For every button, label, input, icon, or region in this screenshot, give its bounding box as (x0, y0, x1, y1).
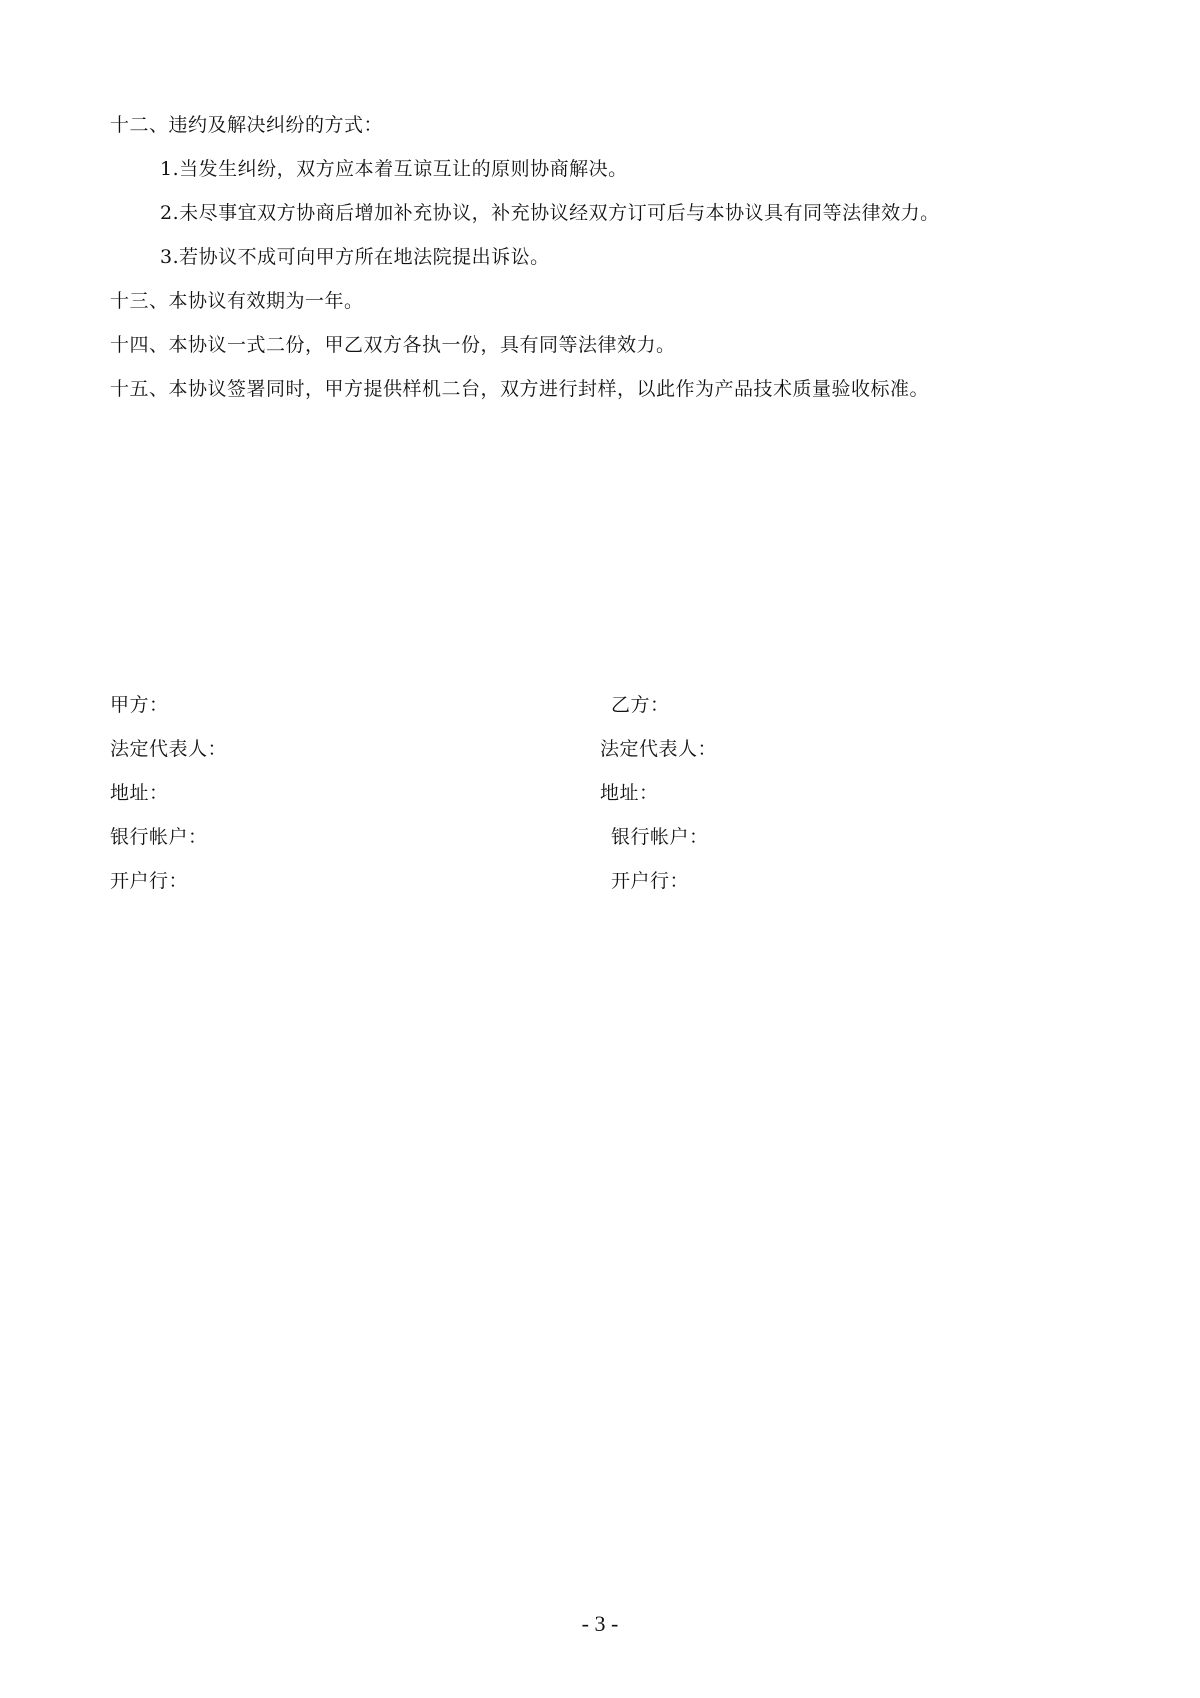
party-a-bank-account-label: 银行帐户： (110, 826, 208, 848)
party-b-bank-label: 开户行： (611, 870, 690, 892)
party-a-label: 甲方： (110, 694, 169, 716)
clause-15: 十五、本协议签署同时，甲方提供样机二台，双方进行封样，以此作为产品技术质量验收标准。 (110, 378, 930, 400)
clause-12-item-1: 1.当发生纠纷，双方应本着互谅互让的原则协商解决。 (160, 158, 628, 180)
party-a-legal-rep-label: 法定代表人： (110, 738, 228, 760)
clause-14: 十四、本协议一式二份，甲乙双方各执一份，具有同等法律效力。 (110, 334, 676, 356)
party-a-address-label: 地址： (110, 782, 169, 804)
clause-12-item-2: 2.未尽事宜双方协商后增加补充协议，补充协议经双方订可后与本协议具有同等法律效力。 (160, 202, 940, 224)
clause-12-title: 十二、违约及解决纠纷的方式： (110, 114, 384, 136)
party-b-address-label: 地址： (600, 782, 659, 804)
page-number: - 3 - (581, 1611, 619, 1636)
clause-13: 十三、本协议有效期为一年。 (110, 290, 364, 312)
party-b-bank-account-label: 银行帐户： (611, 826, 709, 848)
clause-12-item-3: 3.若协议不成可向甲方所在地法院提出诉讼。 (160, 246, 550, 268)
party-a-bank-label: 开户行： (110, 870, 189, 892)
party-b-label: 乙方： (611, 694, 670, 716)
party-b-legal-rep-label: 法定代表人： (600, 738, 718, 760)
